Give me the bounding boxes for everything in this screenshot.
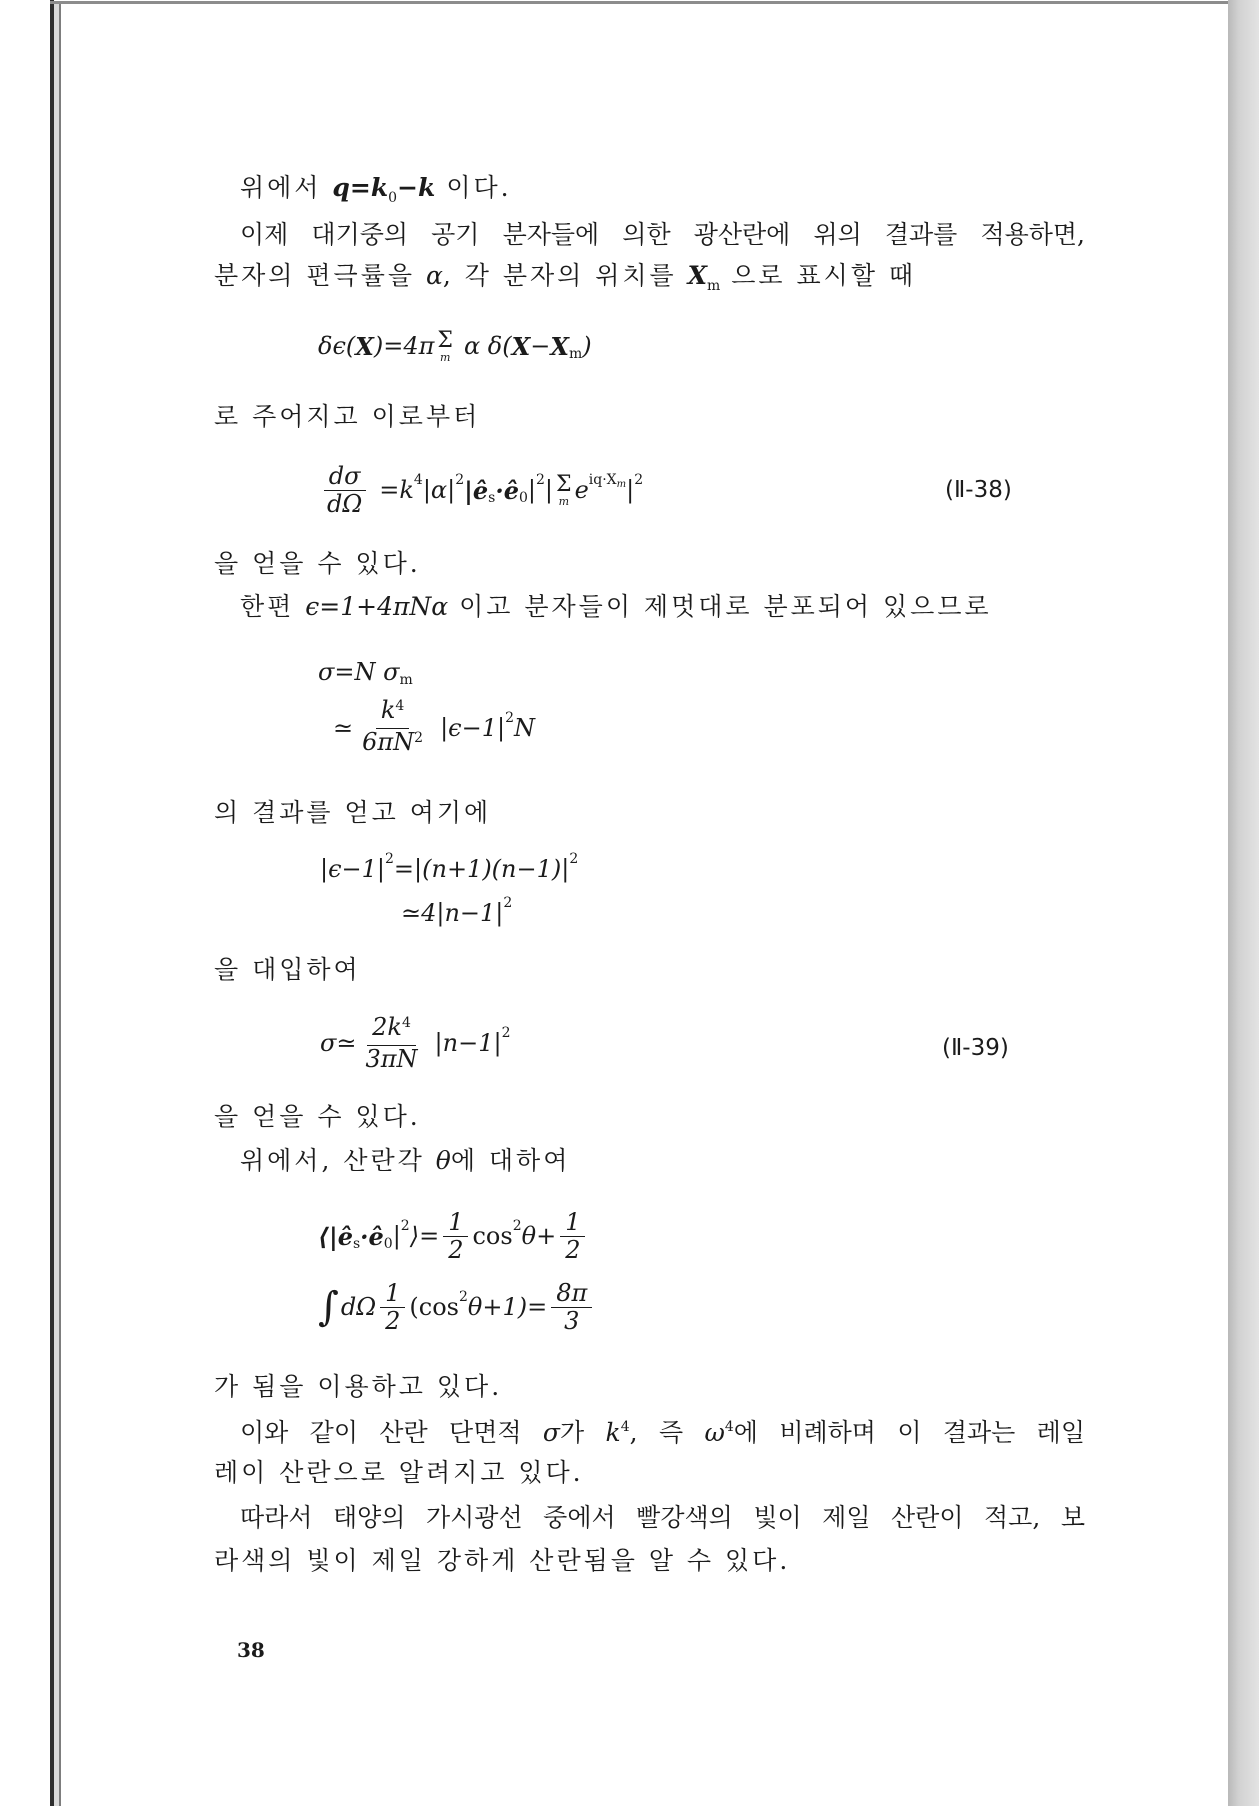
- fraction-numerator: [367, 1014, 416, 1046]
- eq-alpha-abs: |α|: [422, 476, 456, 504]
- eq-sigma: σ=N σ: [318, 658, 400, 686]
- eq-open: ⟨|ê: [318, 1221, 353, 1251]
- intro-expr-tail: −k: [397, 173, 436, 202]
- polarizability-symbol: α: [425, 261, 443, 290]
- eq-vector-x: X: [511, 331, 531, 361]
- eq-bar: |: [392, 1222, 401, 1250]
- eq-paren-cos: (cos: [409, 1293, 459, 1321]
- fraction-denominator: 2: [385, 1306, 401, 1335]
- fraction-one-half: [380, 1280, 405, 1335]
- fraction-8pi-3: [551, 1280, 592, 1335]
- eq-bar: |: [544, 476, 553, 504]
- sum-index: m: [558, 494, 569, 508]
- text-line-intro: [240, 172, 512, 204]
- para1-text-b: , 각 분자의 위치를: [442, 261, 677, 290]
- numerator-2k: 2k: [372, 1012, 402, 1041]
- eq-approx-4: ≃4|n−1|: [401, 899, 504, 927]
- eq-superscript: 2: [400, 1218, 410, 1234]
- para2-suffix: 이고 분자들이 제멋대로 분포되어 있으므로: [459, 592, 992, 621]
- para4-text-a: 이와 같이 산란 단면적: [240, 1418, 522, 1447]
- denominator-6piN: 6πN: [362, 727, 415, 756]
- right-page-edge-shadow: [1228, 0, 1259, 1806]
- para4-text-d: 에 비례하며 이 결과는 레일: [733, 1418, 1085, 1447]
- wavenumber-exponent: 4: [620, 1419, 630, 1435]
- text-line-after-eq-238: 을 얻을 수 있다.: [214, 549, 421, 578]
- text-line-para1-1: 이제 대기중의 공기 분자들에 의한 광산란에 위의 결과를 적용하면,: [240, 220, 1085, 249]
- eq-cos: cos: [472, 1222, 513, 1250]
- text-line-para2: [240, 591, 992, 623]
- eq-alpha-delta: α δ(: [463, 332, 512, 360]
- text-line-after-delta-eps: 로 주어지고 이로부터: [214, 402, 481, 431]
- eq-theta-plus: θ+: [521, 1222, 557, 1250]
- para1-text-c: 으로 표시할 때: [731, 261, 917, 290]
- para1-text-a: 분자의 편극률을: [214, 261, 415, 290]
- equation-ii-38: [318, 458, 643, 522]
- equation-sigma-line1: [318, 640, 413, 704]
- fraction-numerator: dσ: [324, 463, 366, 491]
- page-number: 38: [237, 1638, 265, 1662]
- equation-ii-39: [320, 1011, 510, 1075]
- fraction-denominator: 2: [565, 1235, 581, 1264]
- text-line-para5-2: 라색의 빛이 제일 강하게 산란됨을 알 수 있다.: [214, 1546, 791, 1575]
- fraction-2k4-3piN: [361, 1014, 423, 1073]
- para2-prefix: 한편: [240, 592, 295, 621]
- eq-superscript: 2: [512, 1218, 522, 1234]
- fraction-denominator: [357, 729, 428, 760]
- eq-superscript: 2: [455, 472, 465, 488]
- equation-solid-angle-integral: [318, 1275, 596, 1339]
- fraction-numerator: 1: [560, 1209, 585, 1237]
- text-line-after-eq-int: 가 됨을 이용하고 있다.: [214, 1372, 503, 1401]
- equation-angular-average: [318, 1204, 589, 1268]
- equation-sigma-line2: [333, 696, 535, 760]
- top-page-border: [50, 1, 1228, 4]
- intro-suffix: 이다.: [446, 173, 512, 202]
- fraction-denominator: 3πN: [365, 1044, 418, 1073]
- eq-approx: ≃: [333, 714, 354, 742]
- eq-abs-n: |n−1|: [434, 1029, 502, 1057]
- equation-number-ii-39: (Ⅱ-39): [942, 1035, 1009, 1061]
- text-line-after-eq-sigma: 의 결과를 얻고 여기에: [214, 798, 492, 827]
- summation: [556, 471, 572, 508]
- scattering-angle-symbol: θ: [435, 1146, 451, 1175]
- equation-eps-line2: [401, 881, 512, 945]
- eq-minus: −: [530, 332, 551, 360]
- eq-superscript: 4: [413, 472, 423, 488]
- eq-close: ): [582, 332, 592, 360]
- frequency-exponent: 4: [724, 1419, 734, 1435]
- fraction-numerator: 1: [380, 1280, 405, 1308]
- sum-symbol: Σ: [437, 327, 453, 353]
- fraction-numerator: 8π: [551, 1280, 592, 1308]
- wavenumber-symbol: k: [605, 1418, 621, 1447]
- para4-text-b: 가: [559, 1418, 585, 1447]
- fraction-numerator: [376, 697, 409, 729]
- eq-subscript: 0: [383, 1236, 393, 1252]
- text-line-para3: [240, 1145, 570, 1177]
- eq-superscript: 2: [501, 1025, 511, 1041]
- eq-superscript: 2: [505, 710, 514, 726]
- text-line-para4-1: [240, 1417, 1085, 1449]
- eq-lhs: σ≃: [320, 1029, 357, 1057]
- text-line-para4-2: 레이 산란으로 알려지고 있다.: [214, 1458, 584, 1487]
- numerator-k: k: [380, 695, 396, 724]
- intro-prefix: 위에서: [240, 173, 322, 202]
- eq-superscript: 2: [458, 1289, 468, 1305]
- para3-suffix: 에 대하여: [450, 1146, 571, 1175]
- eq-subscript: m: [568, 346, 583, 362]
- eq-exponent: iq·X: [588, 472, 617, 488]
- eq-n: N: [514, 714, 535, 742]
- eq-subscript: m: [399, 672, 413, 688]
- eq-superscript: 2: [569, 851, 579, 867]
- left-page-border: [59, 3, 61, 1806]
- eq-superscript: 4: [401, 1014, 411, 1031]
- eq-rest: θ+1)=: [467, 1293, 548, 1321]
- eq-product: =|(n+1)(n−1)|: [393, 855, 570, 883]
- eq-bar: |: [527, 476, 536, 504]
- sum-symbol: Σ: [556, 471, 572, 497]
- para3-prefix: 위에서, 산란각: [240, 1146, 425, 1175]
- equation-delta-epsilon: [318, 314, 592, 378]
- fraction-one-half: [560, 1209, 585, 1264]
- fraction-denominator: 3: [564, 1306, 580, 1335]
- integral-sign: ∫: [318, 1284, 339, 1330]
- eq-equals-k: =k: [379, 476, 414, 504]
- summation: [437, 327, 453, 364]
- eq-subscript: 0: [518, 490, 528, 506]
- eq-bar: |: [626, 476, 635, 504]
- position-vector-subscript: m: [707, 278, 721, 294]
- intro-expr: q=k: [332, 173, 389, 202]
- text-line-para1-2: [214, 260, 916, 292]
- sum-index: m: [439, 350, 451, 364]
- eq-superscript: 2: [414, 729, 424, 746]
- fraction-denominator: dΩ: [327, 489, 363, 518]
- eq-close: ⟩=: [409, 1222, 440, 1250]
- eq-superscript: 2: [535, 472, 545, 488]
- eq-superscript: 2: [634, 472, 644, 488]
- equation-number-ii-38: (Ⅱ-38): [945, 477, 1012, 503]
- eq-superscript: 2: [385, 851, 394, 867]
- eq-abs-eps: |ϵ−1|: [320, 855, 385, 883]
- eq-subscript: s: [352, 1236, 361, 1252]
- para2-expr: ϵ=1+4πNα: [305, 592, 449, 621]
- eq-lhs: δϵ(: [318, 332, 356, 360]
- text-line-after-eq-eps: 을 대입하여: [214, 955, 361, 984]
- eq-unit-vector-e0: ·ê: [495, 475, 519, 505]
- fraction-dsigma-domega: [322, 463, 367, 518]
- text-line-after-eq-239: 을 얻을 수 있다.: [214, 1102, 421, 1131]
- position-vector-symbol: X: [687, 261, 708, 290]
- eq-superscript: 4: [395, 697, 405, 714]
- para4-text-c: , 즉: [629, 1418, 684, 1447]
- fraction-numerator: 1: [443, 1209, 468, 1237]
- eq-mid: )=4π: [373, 332, 435, 360]
- eq-abs-eps: |ϵ−1|: [440, 714, 506, 742]
- fraction-denominator: 2: [448, 1235, 464, 1264]
- eq-superscript: 2: [503, 895, 513, 911]
- fraction-one-half: [443, 1209, 468, 1264]
- frequency-symbol: ω: [704, 1418, 725, 1447]
- text-line-para5-1: 따라서 태양의 가시광선 중에서 빨강색의 빛이 제일 산란이 적고, 보: [240, 1503, 1085, 1532]
- cross-section-symbol: σ: [542, 1418, 560, 1447]
- eq-dot: ·ê: [360, 1221, 384, 1251]
- eq-vector-x: X: [355, 331, 374, 361]
- eq-unit-vector-es: |ê: [464, 475, 489, 505]
- intro-expr-subscript: 0: [388, 190, 398, 206]
- eq-exp-base: e: [574, 476, 589, 504]
- eq-d-omega: dΩ: [340, 1293, 377, 1321]
- eq-vector-xm: X: [550, 331, 569, 361]
- eq-exponent-subscript: m: [616, 478, 627, 490]
- eq-subscript: s: [488, 490, 496, 506]
- fraction-k4-6piN2: [357, 697, 428, 760]
